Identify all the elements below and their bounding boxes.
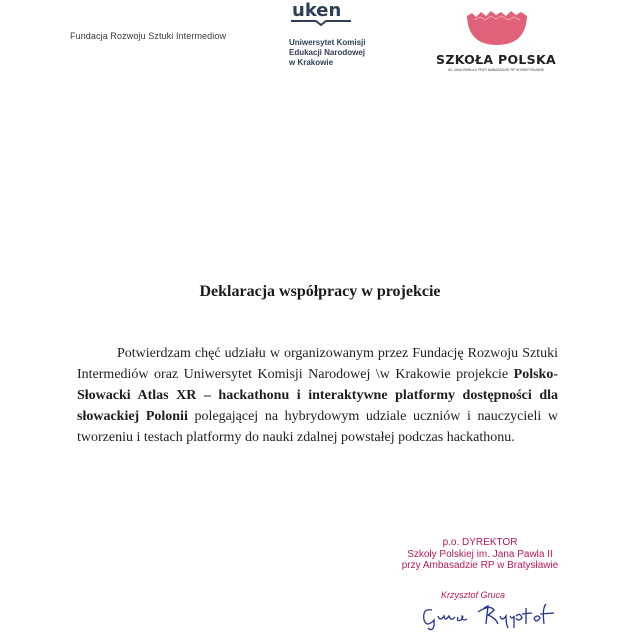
school-title: SZKOŁA POLSKA xyxy=(436,52,556,67)
paragraph-rest: polegającej na hybrydowym udziale uczniów i nauczycieli w tworzeniu i testach platformy do nauki zdalnej powstałej podczas hackathonu. xyxy=(77,409,558,445)
uken-logo-icon xyxy=(290,0,352,26)
handwritten-signature-icon xyxy=(418,598,568,632)
stamp-line: przy Ambasadzie RP w Bratysławie xyxy=(401,560,559,571)
szkola-polska-logo-icon xyxy=(466,10,528,46)
declaration-paragraph xyxy=(77,343,558,448)
document-title: Deklaracja współpracy w projekcie xyxy=(199,283,441,300)
uken-name-line: Uniwersytet Komisji xyxy=(289,38,366,47)
foundation-name: Fundacja Rozwoju Sztuki Intermediow xyxy=(70,31,227,41)
stamp-line: p.o. DYREKTOR xyxy=(442,537,518,548)
document-body xyxy=(77,343,558,448)
signer-name: Krzysztof Gruca xyxy=(441,590,506,600)
uken-name-line: w Krakowie xyxy=(289,58,334,67)
school-subtitle: IM. JANA PAWŁA II PRZY AMBASADZIE RP W BRATYSŁAWIE xyxy=(447,68,545,72)
uken-university-name xyxy=(289,38,365,68)
uken-book-line xyxy=(291,21,351,25)
uken-logo-text: uken xyxy=(292,0,342,21)
stamp-line: Szkoły Polskiej im. Jana Pawla II xyxy=(407,548,553,560)
director-stamp xyxy=(380,537,580,572)
paragraph-intro: Potwierdzam chęć udziału w organizowanym przez Fundację Rozwoju Sztuki Intermediów oraz Uniwersytet Komisji Narodowej \w Krakowie projekcie xyxy=(77,346,558,382)
uken-name-line: Edukacji Narodowej xyxy=(289,48,366,57)
project-name: Polsko-Słowacki Atlas XR – hackathonu i interaktywne platformy dostępności dla słowackiej Polonii xyxy=(77,367,558,424)
